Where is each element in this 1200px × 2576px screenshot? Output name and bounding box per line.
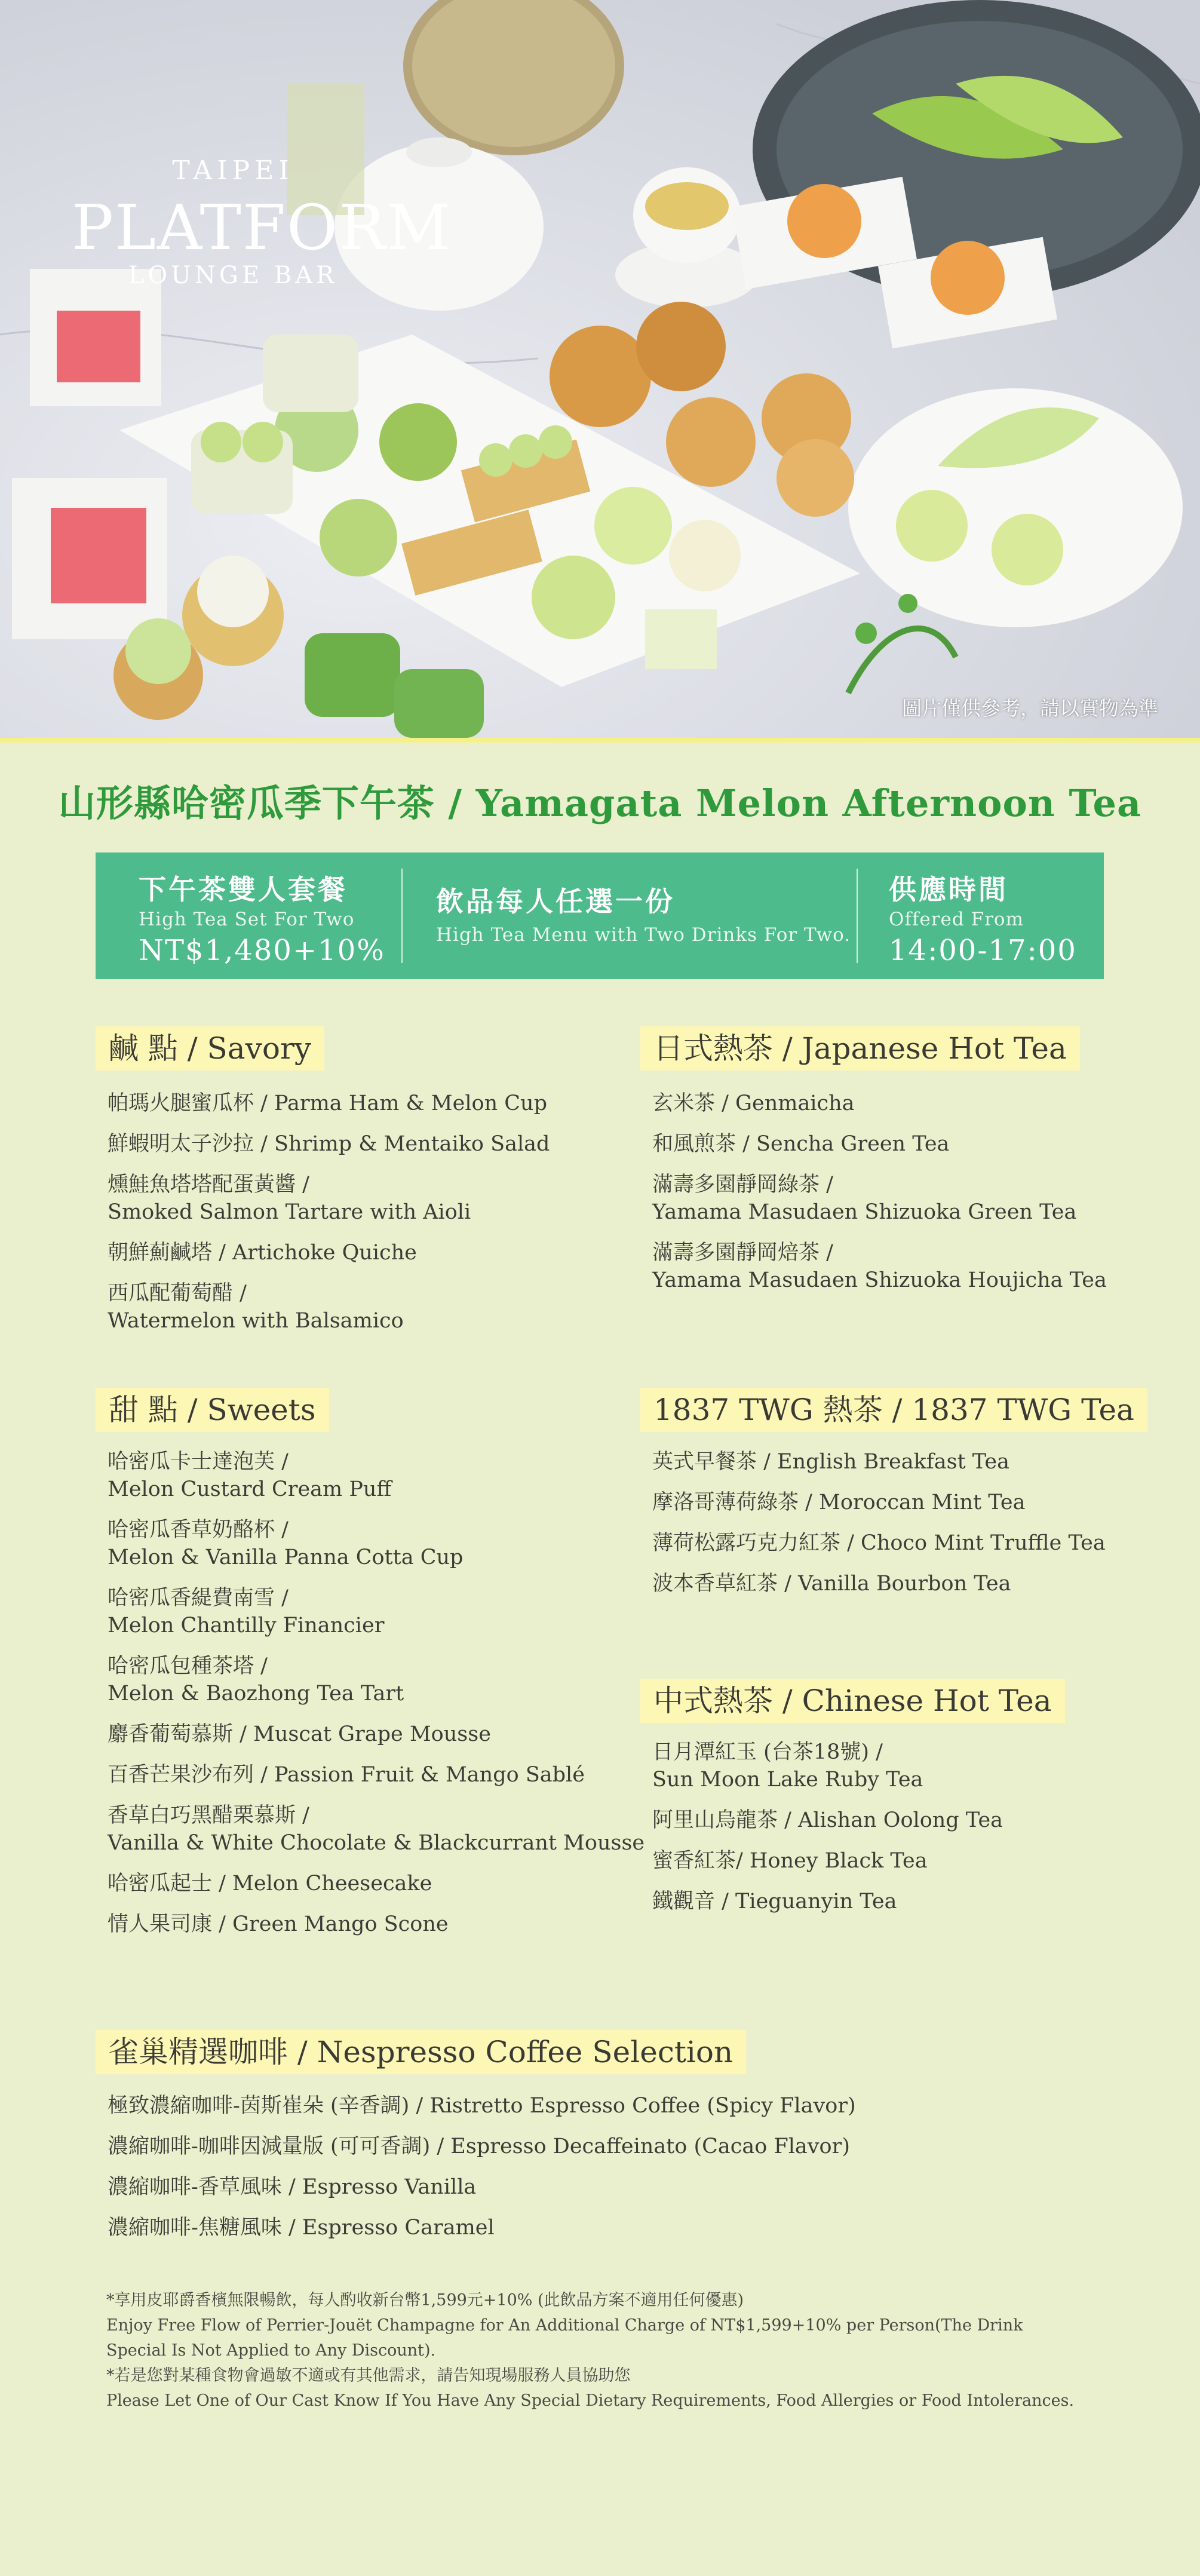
list-item: 百香芒果沙布列 / Passion Fruit & Mango Sablé xyxy=(108,1763,585,1787)
logo-line-platform: PLATFORM xyxy=(72,191,452,264)
list-item: 帕瑪火腿蜜瓜杯 / Parma Ham & Melon Cup xyxy=(108,1091,547,1115)
list-item: 極致濃縮咖啡-茵斯崔朵 (辛香調) / Ristretto Espresso Coffee (Spicy Flavor) xyxy=(108,2094,856,2118)
banner-divider xyxy=(857,869,858,963)
list-item: 濃縮咖啡-咖啡因減量版 (可可香調) / Espresso Decaffeinato (Cacao Flavor) xyxy=(108,2135,851,2158)
list-item: 香草白巧黑醋栗慕斯 / Vanilla & White Chocolate & Blackcurrant Mousse xyxy=(108,1804,645,1855)
platform-logo xyxy=(72,72,452,299)
list-item: 鮮蝦明太子沙拉 / Shrimp & Mentaiko Salad xyxy=(108,1132,550,1156)
list-item: 滿壽多園靜岡焙茶 / Yamama Masudaen Shizuoka Houjicha Tea xyxy=(652,1241,1107,1292)
list-item: 英式早餐茶 / English Breakfast Tea xyxy=(652,1450,1009,1474)
list-item: 阿里山烏龍茶 / Alishan Oolong Tea xyxy=(652,1808,1003,1832)
drinks-en-label: High Tea Menu with Two Drinks For Two. xyxy=(436,924,851,946)
logo-line-taipei: TAIPEI xyxy=(172,155,294,186)
set-zh-label: 下午茶雙人套餐 xyxy=(139,873,348,906)
hero-divider xyxy=(0,738,1200,743)
chinese-tea-list xyxy=(652,1738,1130,1915)
logo-line-lounge-bar: LOUNGE BAR xyxy=(128,262,338,289)
drinks-zh-label: 飲品每人任選一份 xyxy=(436,885,675,918)
time-en-label: Offered From xyxy=(889,909,1024,930)
list-item: 波本香草紅茶 / Vanilla Bourbon Tea xyxy=(652,1572,1011,1596)
twg-tea-list xyxy=(652,1448,1142,1597)
menu-title: 山形縣哈密瓜季下午茶 / Yamagata Melon Afternoon Tea xyxy=(58,781,1142,825)
list-item: 玄米茶 / Genmaicha xyxy=(652,1091,855,1115)
list-item: 濃縮咖啡-焦糖風味 / Espresso Caramel xyxy=(108,2216,495,2240)
list-item: 和風煎茶 / Sencha Green Tea xyxy=(652,1132,950,1156)
price-banner xyxy=(96,852,1104,979)
drinks-block xyxy=(436,852,851,979)
list-item: 哈密瓜香草奶酪杯 / Melon & Vanilla Panna Cotta Cup xyxy=(108,1518,464,1569)
sweets-heading: 甜 點 / Sweets xyxy=(96,1388,329,1432)
sweets-list xyxy=(108,1448,645,1938)
list-item: 濃縮咖啡-香草風味 / Espresso Vanilla xyxy=(108,2175,477,2199)
list-item: 哈密瓜香緹費南雪 / Melon Chantilly Financier xyxy=(108,1586,385,1637)
list-item: 西瓜配葡萄醋 / Watermelon with Balsamico xyxy=(108,1281,404,1333)
list-item: 蜜香紅茶/ Honey Black Tea xyxy=(652,1849,928,1873)
time-block xyxy=(889,852,1077,979)
list-item: 朝鮮薊鹹塔 / Artichoke Quiche xyxy=(108,1241,417,1265)
list-item: 情人果司康 / Green Mango Scone xyxy=(108,1912,449,1936)
time-zh-label: 供應時間 xyxy=(889,873,1008,906)
allergy-note-en: Please Let One of Our Cast Know If You Have Any Special Dietary Requirements, Food Allergies or Food Intolerances. xyxy=(106,2391,1075,2410)
coffee-list xyxy=(108,2092,1003,2241)
list-item: 鐵觀音 / Tieguanyin Tea xyxy=(652,1890,897,1913)
photo-disclaimer: 圖片僅供參考，請以實物為準 xyxy=(902,697,1158,720)
hero-photo xyxy=(0,0,1200,738)
twg-tea-heading: 1837 TWG 熱茶 / 1837 TWG Tea xyxy=(640,1388,1147,1432)
allergy-note-zh: *若是您對某種食物會過敏不適或有其他需求，請告知現場服務人員協助您 xyxy=(106,2366,631,2385)
list-item: 滿壽多園靜岡綠茶 / Yamama Masudaen Shizuoka Green Tea xyxy=(652,1173,1077,1224)
banner-divider xyxy=(401,869,403,963)
coffee-heading: 雀巢精選咖啡 / Nespresso Coffee Selection xyxy=(96,2030,746,2074)
chinese-tea-heading: 中式熱茶 / Chinese Hot Tea xyxy=(640,1679,1065,1723)
list-item: 日月潭紅玉 (台茶18號) / Sun Moon Lake Ruby Tea xyxy=(652,1740,923,1792)
serving-hours: 14:00-17:00 xyxy=(889,934,1077,967)
japanese-tea-list xyxy=(652,1090,1130,1294)
champagne-note-zh: *享用皮耶爵香檳無限暢飲，每人酌收新台幣1,599元+10% (此飲品方案不適用任何優惠) xyxy=(106,2291,744,2310)
list-item: 哈密瓜包種茶塔 / Melon & Baozhong Tea Tart xyxy=(108,1654,404,1706)
champagne-note-en: Enjoy Free Flow of Perrier-Jouët Champagne for An Additional Charge of NT$1,599+10% per Person(The Drink Special Is Not Applied to Any Discount). xyxy=(106,2316,1023,2360)
list-item: 摩洛哥薄荷綠茶 / Moroccan Mint Tea xyxy=(652,1491,1026,1514)
list-item: 哈密瓜卡士達泡芙 / Melon Custard Cream Puff xyxy=(108,1450,392,1501)
set-price: NT$1,480+10% xyxy=(139,934,385,967)
set-en-label: High Tea Set For Two xyxy=(139,909,355,930)
list-item: 薄荷松露巧克力紅茶 / Choco Mint Truffle Tea xyxy=(652,1531,1106,1555)
savory-heading: 鹹 點 / Savory xyxy=(96,1026,324,1071)
japanese-tea-heading: 日式熱茶 / Japanese Hot Tea xyxy=(640,1026,1080,1071)
list-item: 燻鮭魚塔塔配蛋黃醬 / Smoked Salmon Tartare with Aioli xyxy=(108,1173,471,1224)
list-item: 麝香葡萄慕斯 / Muscat Grape Mousse xyxy=(108,1722,491,1746)
footnotes xyxy=(106,2288,1086,2414)
list-item: 哈密瓜起士 / Melon Cheesecake xyxy=(108,1872,432,1896)
savory-list xyxy=(108,1090,633,1335)
set-price-block xyxy=(139,852,385,979)
